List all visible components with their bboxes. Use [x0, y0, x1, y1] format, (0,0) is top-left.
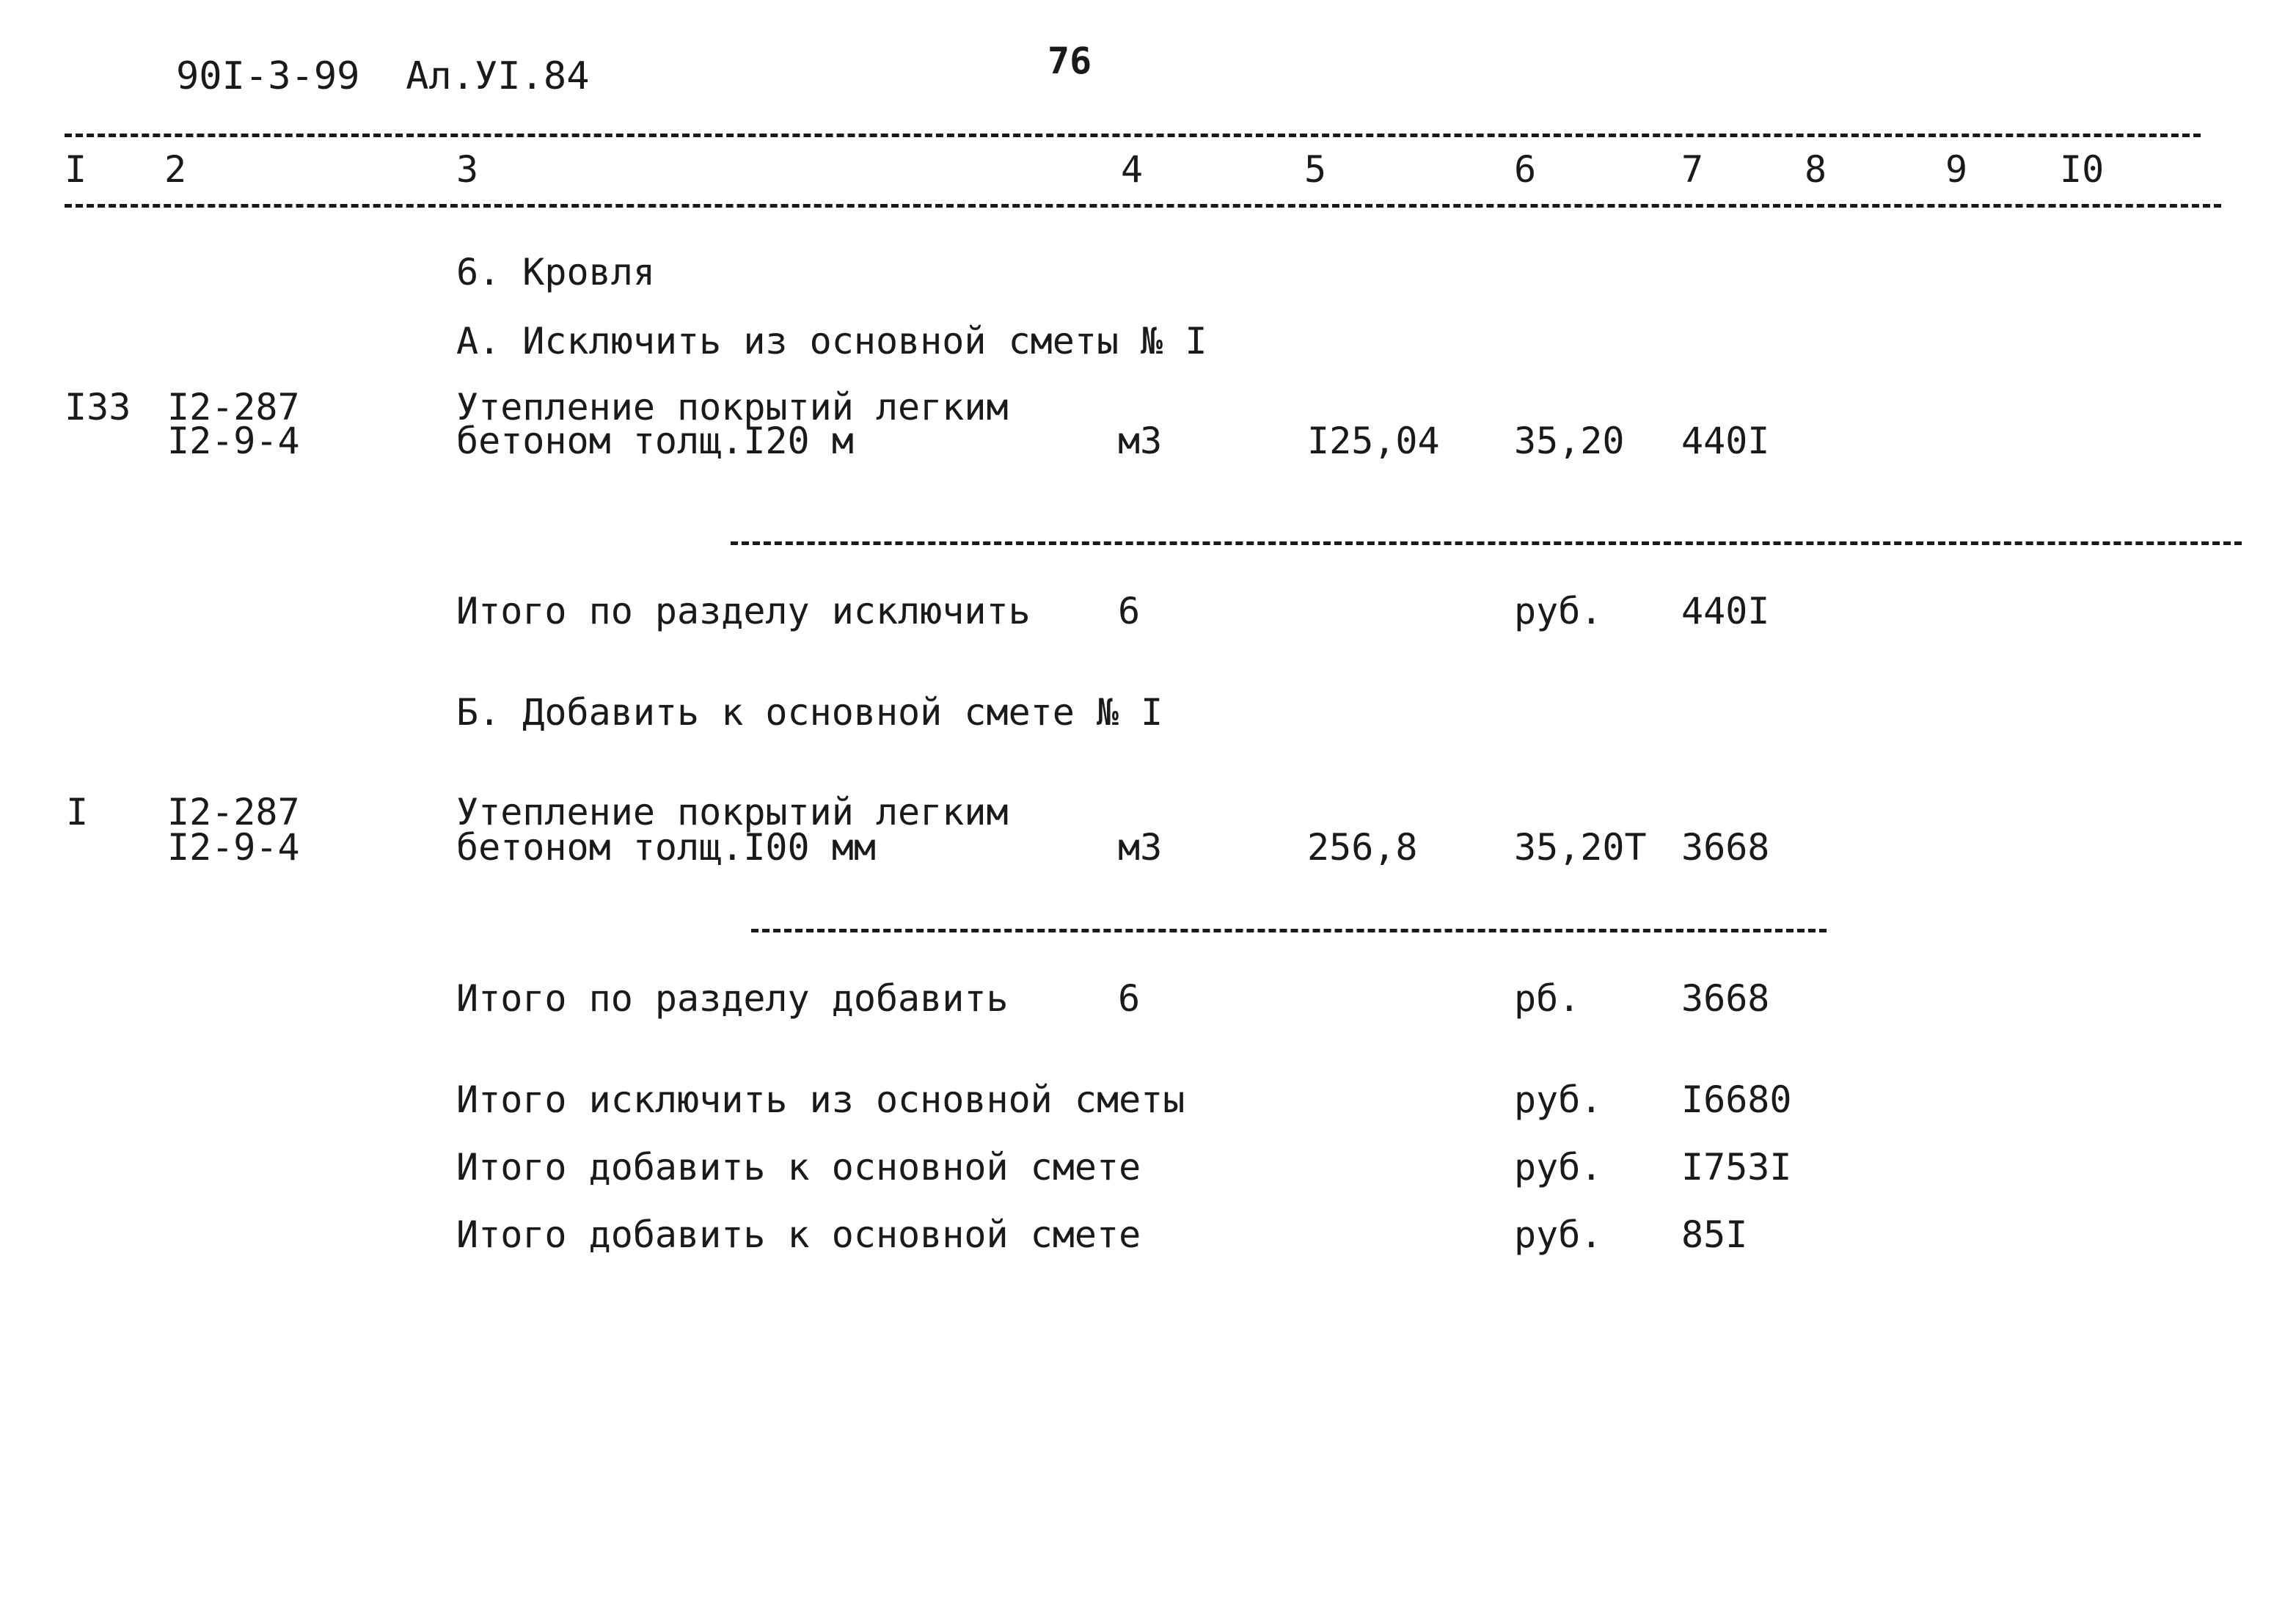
- column-header-5: 5: [1304, 148, 1327, 191]
- summary-unit-1: руб.: [1514, 1078, 1603, 1121]
- part-a-row-price: 35,20: [1514, 420, 1625, 462]
- part-a-total-value: 440I: [1681, 590, 1770, 632]
- part-a-row-code-2: I2-9-4: [167, 420, 300, 462]
- part-a-row-desc-line-2: бетоном толщ.I20 м: [456, 420, 854, 462]
- summary-label-2: Итого добавить к основной смете: [456, 1146, 1141, 1188]
- section-title: 6. Кровля: [456, 251, 655, 293]
- part-a-heading: А. Исключить из основной сметы № I: [456, 320, 1207, 362]
- header-top-rule: [65, 134, 2201, 137]
- column-header-7: 7: [1681, 148, 1704, 191]
- part-b-total-col4: 6: [1118, 977, 1141, 1020]
- part-b-row-quantity: 256,8: [1307, 826, 1418, 869]
- summary-label-3: Итого добавить к основной смете: [456, 1213, 1141, 1256]
- column-header-10: I0: [2060, 148, 2105, 191]
- part-b-row-code-2: I2-9-4: [167, 826, 300, 869]
- summary-value-2: I753I: [1681, 1146, 1792, 1188]
- part-b-row-total: 3668: [1681, 826, 1770, 869]
- summary-unit-2: руб.: [1514, 1146, 1603, 1188]
- summary-value-3: 85I: [1681, 1213, 1748, 1256]
- doc-code: 90I-3-99 Ал.УI.84: [176, 54, 590, 98]
- column-header-1: I: [65, 148, 87, 191]
- summary-unit-3: руб.: [1514, 1213, 1603, 1256]
- part-a-row-quantity: I25,04: [1307, 420, 1440, 462]
- part-b-heading: Б. Добавить к основной смете № I: [456, 691, 1163, 734]
- part-b-row-desc-line-2: бетоном толщ.I00 мм: [456, 826, 876, 869]
- column-header-8: 8: [1805, 148, 1827, 191]
- part-a-row-number: I33: [65, 386, 131, 428]
- part-b-total-label: Итого по разделу добавить: [456, 977, 1009, 1020]
- part-a-row-unit: м3: [1118, 420, 1163, 462]
- part-a-row-total: 440I: [1681, 420, 1770, 462]
- part-b-total-unit: рб.: [1514, 977, 1581, 1020]
- part-b-divider: [751, 929, 1827, 932]
- header-bottom-rule: [65, 204, 2221, 208]
- part-a-divider: [731, 541, 2242, 545]
- part-b-row-price: 35,20Т: [1514, 826, 1647, 869]
- part-b-row-unit: м3: [1118, 826, 1163, 869]
- part-b-row-desc-line-1: Утепление покрытий легким: [456, 791, 1009, 833]
- part-b-row-number: I: [66, 791, 89, 833]
- summary-value-1: I6680: [1681, 1078, 1792, 1121]
- column-header-6: 6: [1514, 148, 1537, 191]
- part-a-row-desc-line-1: Утепление покрытий легким: [456, 386, 1009, 428]
- part-a-total-label: Итого по разделу исключить: [456, 590, 1031, 632]
- part-a-row-code-1: I2-287: [167, 386, 300, 428]
- part-a-total-col4: 6: [1118, 590, 1141, 632]
- column-header-9: 9: [1945, 148, 1968, 191]
- page-number: 76: [1048, 40, 1092, 82]
- column-header-4: 4: [1121, 148, 1144, 191]
- summary-label-1: Итого исключить из основной сметы: [456, 1078, 1185, 1121]
- part-b-row-code-1: I2-287: [167, 791, 300, 833]
- part-a-total-unit: руб.: [1514, 590, 1603, 632]
- column-header-2: 2: [164, 148, 187, 191]
- part-b-total-value: 3668: [1681, 977, 1770, 1020]
- column-header-3: 3: [456, 148, 479, 191]
